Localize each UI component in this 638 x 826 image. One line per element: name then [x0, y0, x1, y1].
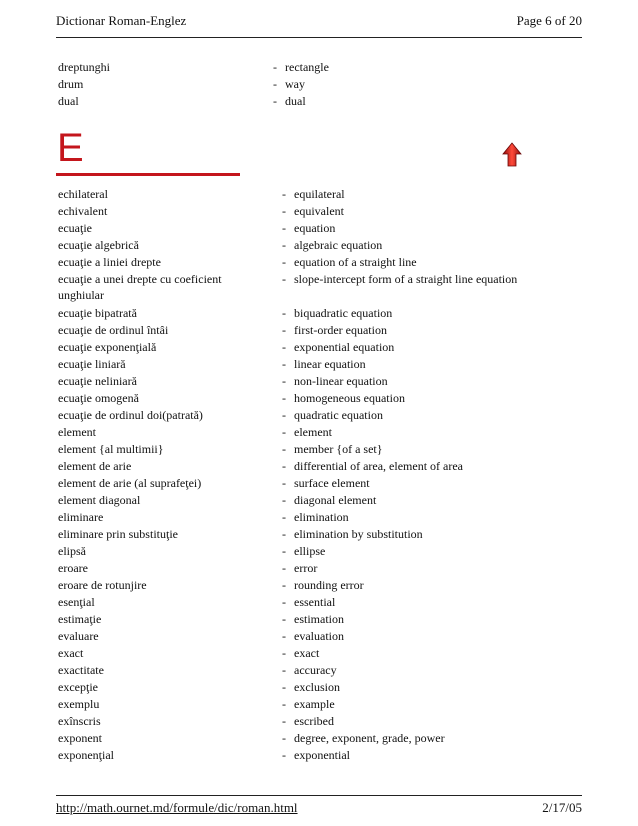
romanian-term: element [58, 425, 96, 439]
english-translation: - ellipse [282, 544, 326, 558]
english-translation: - degree, exponent, grade, power [282, 731, 445, 745]
romanian-term: drum [58, 77, 84, 91]
romanian-term: estimaţie [58, 612, 102, 626]
romanian-term: exemplu [58, 697, 100, 711]
english-translation: - first-order equation [282, 323, 387, 337]
romanian-term: dreptunghi [58, 60, 110, 74]
english-translation: - elimination [282, 510, 349, 524]
romanian-term: echivalent [58, 204, 108, 218]
section-letter-heading: E [57, 126, 84, 170]
romanian-term: element de arie [58, 459, 132, 473]
romanian-term: exact [58, 646, 84, 660]
romanian-term: exponent [58, 731, 102, 745]
red-up-arrow-icon[interactable] [502, 142, 522, 168]
english-translation: - elimination by substitution [282, 527, 423, 541]
romanian-term: elipsă [58, 544, 86, 558]
romanian-term: ecuaţie algebrică [58, 238, 139, 252]
english-translation: - evaluation [282, 629, 344, 643]
english-translation: - escribed [282, 714, 334, 728]
english-translation: - exact [282, 646, 320, 660]
romanian-term: evaluare [58, 629, 99, 643]
romanian-term: ecuaţie a unei drepte cu coeficient unghiular [58, 272, 222, 302]
romanian-term: echilateral [58, 187, 108, 201]
english-translation: - rectangle [273, 60, 329, 74]
header-divider [56, 37, 582, 38]
english-translation: - surface element [282, 476, 370, 490]
english-translation: - equation [282, 221, 336, 235]
english-translation: - slope-intercept form of a straight line equation [282, 272, 518, 286]
romanian-term: eliminare [58, 510, 104, 524]
english-translation: - non-linear equation [282, 374, 388, 388]
english-translation: - way [273, 77, 305, 91]
romanian-term: ecuaţie [58, 221, 92, 235]
english-translation: - homogeneous equation [282, 391, 405, 405]
romanian-term: ecuaţie a liniei drepte [58, 255, 161, 269]
romanian-term: element diagonal [58, 493, 141, 507]
english-translation: - equilateral [282, 187, 345, 201]
english-translation: - linear equation [282, 357, 366, 371]
romanian-term: element de arie (al suprafeţei) [58, 476, 202, 490]
romanian-term: ecuaţie de ordinul întâi [58, 323, 169, 337]
romanian-term: ecuaţie de ordinul doi(patrată) [58, 408, 203, 422]
romanian-term: eroare de rotunjire [58, 578, 147, 592]
romanian-term: esenţial [58, 595, 95, 609]
section-letter-underline [56, 173, 240, 176]
print-date: 2/17/05 [542, 800, 582, 815]
english-translation: - biquadratic equation [282, 306, 393, 320]
english-translation: - accuracy [282, 663, 337, 677]
english-translation: - quadratic equation [282, 408, 383, 422]
page-number: Page 6 of 20 [516, 13, 582, 28]
english-translation: - example [282, 697, 335, 711]
english-translation: - member {of a set} [282, 442, 383, 456]
romanian-term: exînscris [58, 714, 101, 728]
english-translation: - dual [273, 94, 306, 108]
romanian-term: exponenţial [58, 748, 114, 762]
romanian-term: excepţie [58, 680, 98, 694]
romanian-term: ecuaţie liniară [58, 357, 126, 371]
romanian-term: dual [58, 94, 79, 108]
english-translation: - error [282, 561, 318, 575]
source-url-link[interactable]: http://math.ournet.md/formule/dic/roman.html [56, 800, 298, 815]
english-translation: - rounding error [282, 578, 364, 592]
english-translation: - essential [282, 595, 336, 609]
romanian-term: ecuaţie exponenţială [58, 340, 157, 354]
english-translation: - exponential equation [282, 340, 395, 354]
english-translation: - differential of area, element of area [282, 459, 464, 473]
english-translation: - diagonal element [282, 493, 377, 507]
romanian-term: eliminare prin substituţie [58, 527, 178, 541]
romanian-term: ecuaţie omogenă [58, 391, 139, 405]
document-title: Dictionar Roman-Englez [56, 13, 187, 28]
english-translation: - exponential [282, 748, 350, 762]
romanian-term: element {al multimii} [58, 442, 164, 456]
romanian-term: ecuaţie neliniară [58, 374, 137, 388]
english-translation: - estimation [282, 612, 344, 626]
english-translation: - exclusion [282, 680, 340, 694]
english-translation: - element [282, 425, 332, 439]
english-translation: - equation of a straight line [282, 255, 417, 269]
english-translation: - equivalent [282, 204, 344, 218]
romanian-term: exactitate [58, 663, 104, 677]
english-translation: - algebraic equation [282, 238, 383, 252]
romanian-term: ecuaţie bipatrată [58, 306, 137, 320]
footer-divider [56, 795, 582, 796]
romanian-term: eroare [58, 561, 88, 575]
